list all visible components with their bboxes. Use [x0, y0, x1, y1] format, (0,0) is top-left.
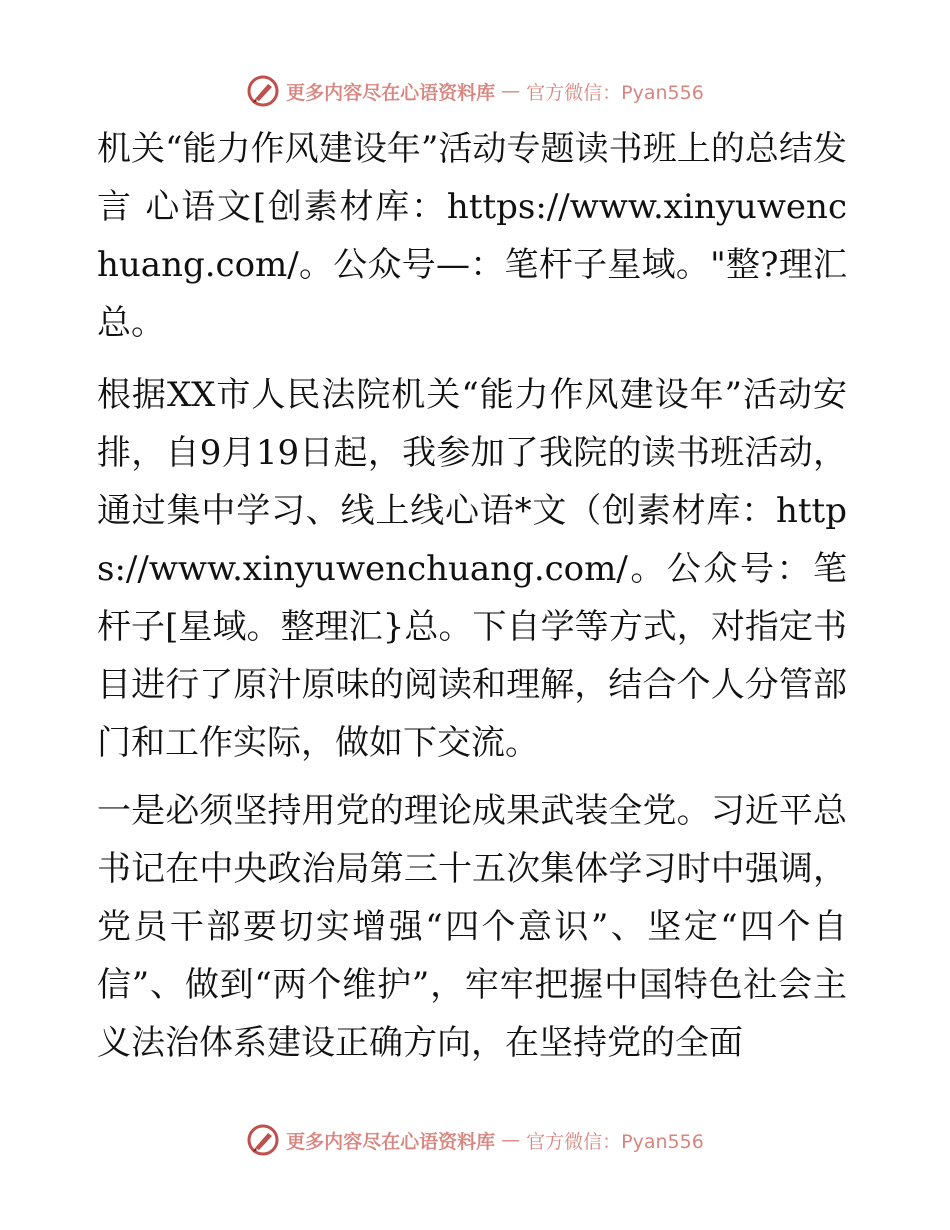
pen-logo-icon — [246, 74, 280, 108]
watermark-wechat-text: 官方微信：Pyan556 — [526, 1130, 704, 1153]
header-watermark — [0, 74, 950, 108]
watermark-site-text: 更多内容尽在心语资料库 — [286, 1130, 496, 1153]
paragraph-1: 根据XX市人民法院机关“能力作风建设年”活动安排，自9月19日起，我参加了我院的读书班活动，通过集中学习、线上线心语*文（创素材库：https://www.xinyuwenchuang.com/。公众号：笔杆子[星域。整理汇}总。下自学等方式，对指定书目进行了原汁原味的阅读和理解，结合个人分管部门和工作实际，做如下交流。 — [97, 375, 847, 763]
watermark-separator: — — [501, 80, 521, 102]
watermark-separator: — — [501, 1129, 521, 1151]
document-title: 机关“能力作风建设年”活动专题读书班上的总结发言 心语文[创素材库：https://www.xinyuwenchuang.com/。公众号—：笔杆子星域。"整?理汇总。 — [97, 129, 847, 343]
watermark-site-text: 更多内容尽在心语资料库 — [286, 81, 496, 104]
document-body — [97, 120, 847, 1082]
watermark-wechat-text: 官方微信：Pyan556 — [526, 81, 704, 104]
paragraph-2: 一是必须坚持用党的理论成果武装全党。习近平总书记在中央政治局第三十五次集体学习时中强调，党员干部要切实增强“四个意识”、坚定“四个自信”、做到“两个维护”，牢牢把握中国特色社会主义法治体系建设正确方向，在坚持党的全面 — [97, 791, 847, 1063]
pen-logo-icon — [246, 1123, 280, 1157]
footer-watermark — [0, 1123, 950, 1157]
